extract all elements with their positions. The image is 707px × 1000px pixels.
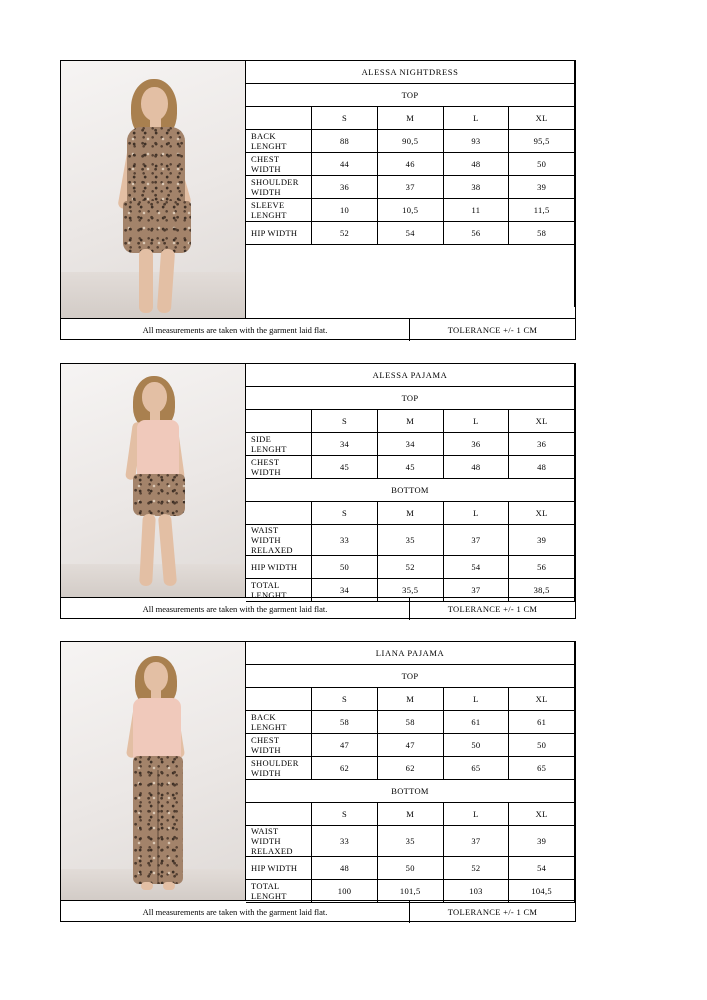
table-row (246, 826, 575, 857)
spacer-cell (246, 245, 575, 308)
measure-value: 50 (377, 857, 443, 880)
measure-value: 54 (443, 556, 509, 579)
measure-value: 35 (377, 525, 443, 556)
measure-label: CHEST WIDTH (246, 153, 312, 176)
measure-value: 58 (509, 222, 575, 245)
measure-value: 46 (377, 153, 443, 176)
table-row (246, 525, 575, 556)
size-header-s: S (312, 688, 378, 711)
size-header-l: L (443, 803, 509, 826)
measure-value: 34 (312, 579, 378, 602)
measure-value: 34 (377, 433, 443, 456)
measure-value: 38,5 (509, 579, 575, 602)
measure-label: HIP WIDTH (246, 857, 312, 880)
size-header-xl: XL (509, 410, 575, 433)
measure-value: 11,5 (509, 199, 575, 222)
measure-value: 48 (312, 857, 378, 880)
product-title: ALESSA NIGHTDRESS (246, 61, 575, 84)
size-header-xl: XL (509, 107, 575, 130)
size-header-m: M (377, 107, 443, 130)
size-header-l: L (443, 502, 509, 525)
measure-label: HIP WIDTH (246, 556, 312, 579)
spec-table-liana-pajama (246, 642, 575, 900)
measure-value: 35,5 (377, 579, 443, 602)
measure-label: SHOULDER WIDTH (246, 176, 312, 199)
table-row (246, 153, 575, 176)
product-block-alessa-nightdress (60, 60, 576, 340)
measure-label: SHOULDER WIDTH (246, 757, 312, 780)
table-row (246, 130, 575, 153)
measure-value: 90,5 (377, 130, 443, 153)
size-header-m: M (377, 803, 443, 826)
measure-label: BACK LENGHT (246, 711, 312, 734)
section-title-top: TOP (246, 387, 575, 410)
measure-value: 37 (443, 525, 509, 556)
size-header-xl: XL (509, 803, 575, 826)
product-title: LIANA PAJAMA (246, 642, 575, 665)
block-footer (61, 318, 575, 341)
size-header-m: M (377, 502, 443, 525)
spec-table-alessa-nightdress (246, 61, 575, 318)
measure-value: 65 (509, 757, 575, 780)
size-header-m: M (377, 410, 443, 433)
measure-value: 39 (509, 525, 575, 556)
measure-value: 103 (443, 880, 509, 903)
measure-value: 56 (509, 556, 575, 579)
measure-value: 38 (443, 176, 509, 199)
section-title-top: TOP (246, 84, 575, 107)
measure-value: 44 (312, 153, 378, 176)
measure-value: 50 (509, 153, 575, 176)
measure-label: SLEEVE LENGHT (246, 199, 312, 222)
tolerance-note: TOLERANCE +/- 1 CM (447, 907, 538, 917)
measure-value: 35 (377, 826, 443, 857)
product-block-alessa-pajama (60, 363, 576, 619)
measure-label: CHEST WIDTH (246, 456, 312, 479)
measure-value: 36 (443, 433, 509, 456)
size-header-s: S (312, 107, 378, 130)
measure-value: 48 (509, 456, 575, 479)
measurement-note: All measurements are taken with the garment laid flat. (61, 598, 410, 620)
table-row (246, 757, 575, 780)
table-row (246, 857, 575, 880)
measure-value: 33 (312, 826, 378, 857)
measure-value: 48 (443, 153, 509, 176)
measure-value: 36 (312, 176, 378, 199)
measure-value: 58 (312, 711, 378, 734)
measure-value: 62 (312, 757, 378, 780)
section-title-bottom: BOTTOM (246, 780, 575, 803)
measure-value: 36 (509, 433, 575, 456)
measure-value: 37 (443, 826, 509, 857)
table-row (246, 199, 575, 222)
size-header-xl: XL (509, 688, 575, 711)
measure-value: 104,5 (509, 880, 575, 903)
block-footer (61, 597, 575, 620)
measure-value: 52 (377, 556, 443, 579)
measure-value: 54 (509, 857, 575, 880)
tolerance-note: TOLERANCE +/- 1 CM (447, 604, 538, 614)
measure-label: SIDE LENGHT (246, 433, 312, 456)
measure-value: 50 (443, 734, 509, 757)
size-header-xl: XL (509, 502, 575, 525)
table-row (246, 556, 575, 579)
measure-value: 39 (509, 176, 575, 199)
measurement-note: All measurements are taken with the garment laid flat. (61, 319, 410, 341)
measure-value: 56 (443, 222, 509, 245)
measure-value: 100 (312, 880, 378, 903)
measure-value: 50 (509, 734, 575, 757)
section-title-bottom: BOTTOM (246, 479, 575, 502)
measure-value: 10 (312, 199, 378, 222)
product-title: ALESSA PAJAMA (246, 364, 575, 387)
measure-value: 52 (312, 222, 378, 245)
measure-value: 45 (312, 456, 378, 479)
table-row (246, 456, 575, 479)
measurement-note: All measurements are taken with the garment laid flat. (61, 901, 410, 923)
measure-label: TOTAL LENGHT (246, 579, 312, 602)
table-row (246, 734, 575, 757)
measure-label: BACK LENGHT (246, 130, 312, 153)
size-header-l: L (443, 688, 509, 711)
section-title-top: TOP (246, 665, 575, 688)
measure-value: 65 (443, 757, 509, 780)
measure-value: 45 (377, 456, 443, 479)
product-photo-liana-pajama (61, 642, 246, 900)
measure-value: 37 (443, 579, 509, 602)
product-block-liana-pajama (60, 641, 576, 922)
measure-value: 37 (377, 176, 443, 199)
table-row (246, 880, 575, 903)
measure-label: CHEST WIDTH (246, 734, 312, 757)
measure-value: 33 (312, 525, 378, 556)
measure-value: 95,5 (509, 130, 575, 153)
measure-value: 48 (443, 456, 509, 479)
table-row (246, 222, 575, 245)
measure-value: 58 (377, 711, 443, 734)
measure-value: 88 (312, 130, 378, 153)
measure-value: 34 (312, 433, 378, 456)
measure-value: 39 (509, 826, 575, 857)
size-header-m: M (377, 688, 443, 711)
size-header-l: L (443, 107, 509, 130)
size-header-s: S (312, 803, 378, 826)
table-row (246, 711, 575, 734)
measure-label: WAIST WIDTH RELAXED (246, 525, 312, 556)
measure-value: 50 (312, 556, 378, 579)
size-header-s: S (312, 502, 378, 525)
measure-value: 11 (443, 199, 509, 222)
block-footer (61, 900, 575, 923)
measure-label: HIP WIDTH (246, 222, 312, 245)
measure-value: 61 (509, 711, 575, 734)
product-photo-alessa-pajama (61, 364, 246, 597)
product-photo-alessa-nightdress (61, 61, 246, 318)
measure-value: 47 (377, 734, 443, 757)
measure-value: 52 (443, 857, 509, 880)
table-row (246, 433, 575, 456)
measure-value: 93 (443, 130, 509, 153)
measure-value: 101,5 (377, 880, 443, 903)
measure-value: 10,5 (377, 199, 443, 222)
measure-value: 61 (443, 711, 509, 734)
measure-value: 62 (377, 757, 443, 780)
measure-value: 47 (312, 734, 378, 757)
size-header-s: S (312, 410, 378, 433)
measure-label: TOTAL LENGHT (246, 880, 312, 903)
tolerance-note: TOLERANCE +/- 1 CM (447, 325, 538, 335)
table-row (246, 176, 575, 199)
measure-value: 54 (377, 222, 443, 245)
size-header-l: L (443, 410, 509, 433)
measure-label: WAIST WIDTH RELAXED (246, 826, 312, 857)
spec-table-alessa-pajama (246, 364, 575, 600)
